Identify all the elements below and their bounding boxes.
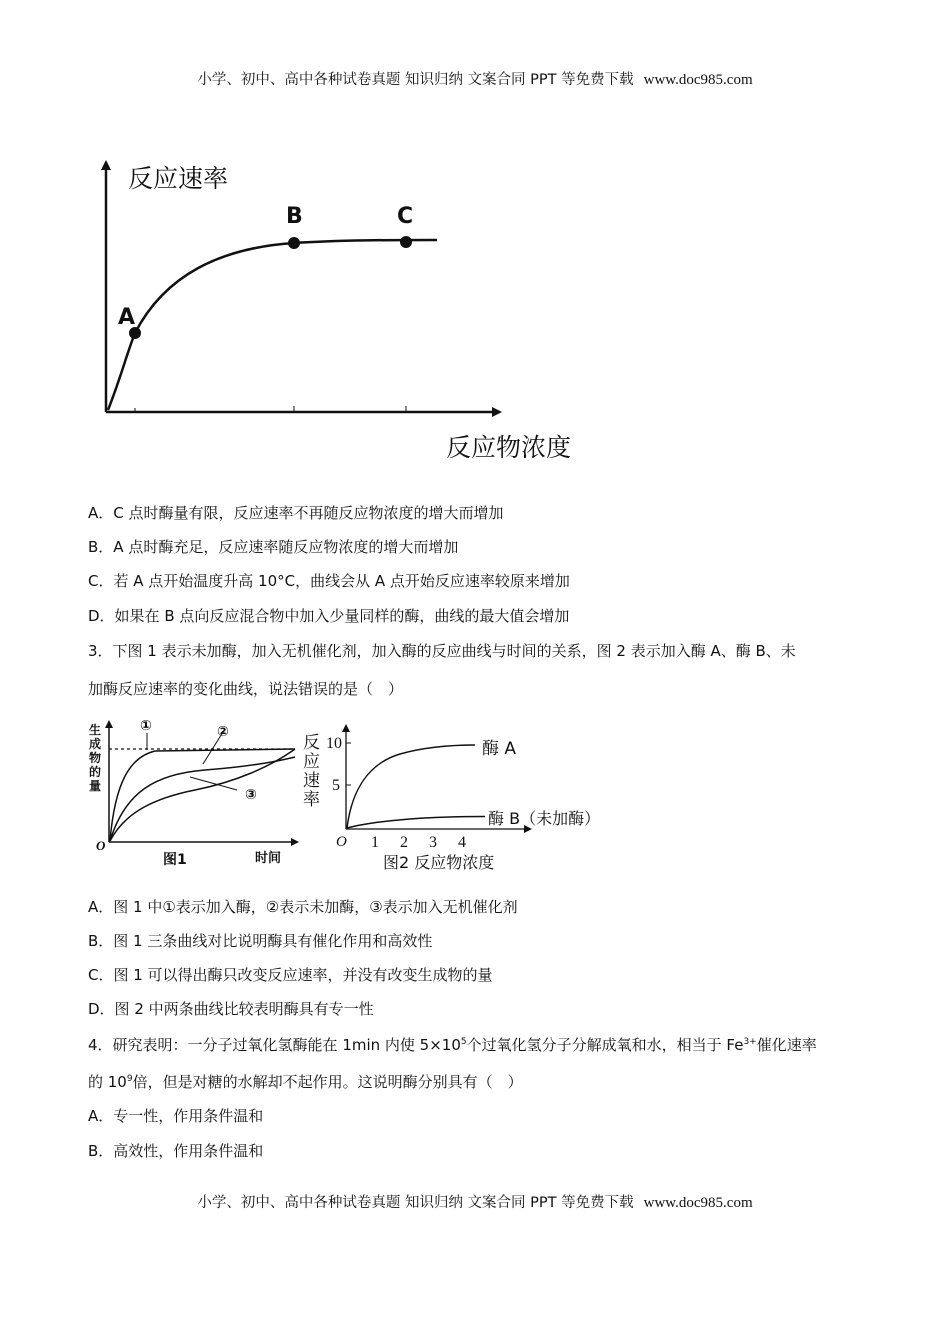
fig2-xtick-4: 4 [458, 834, 466, 851]
q3-stem-line2: 加酶反应速率的变化曲线，说法错误的是（ ） [88, 680, 404, 698]
q4-option-a: A．专一性，作用条件温和 [88, 1107, 264, 1125]
figure-1-product-time [85, 712, 305, 872]
q3-stem-line1: 3．下图 1 表示未加酶，加入无机催化剂，加入酶的反应曲线与时间的关系，图 2 表示加入酶 A、酶 B、未 [88, 642, 796, 660]
q4-option-b: B．高效性，作用条件温和 [88, 1142, 264, 1160]
curve-3-label: ③ [245, 787, 257, 803]
q3-option-b: B．图 1 三条曲线对比说明酶具有催化作用和高效性 [88, 932, 433, 950]
point-b-label: B [286, 204, 303, 229]
fig1-ylabel-3: 的 [89, 765, 102, 779]
fig1-ylabel-2: 物 [89, 751, 102, 765]
point-c [400, 236, 412, 248]
q2-option-b: B．A 点时酶充足，反应速率随反应物浓度的增大而增加 [88, 538, 459, 556]
q4-stem-line2 [88, 1072, 523, 1092]
fig1-caption: 图1 [163, 852, 187, 868]
enzyme-a-label: 酶 A [482, 739, 517, 759]
fig2-ylabel-3: 率 [303, 790, 320, 810]
curve-2 [110, 757, 295, 841]
figure-2-enzyme-rate [300, 718, 620, 878]
q4-line2-exp: 9 [126, 1074, 133, 1084]
fig2-ylabel-2: 速 [303, 771, 320, 791]
q2-option-d: D．如果在 B 点向反应混合物中加入少量同样的酶，曲线的最大值会增加 [88, 607, 570, 625]
point-c-label: C [397, 204, 414, 229]
q4-line2-part-a: 的 10 [88, 1073, 127, 1091]
fig2-origin: O [336, 834, 347, 850]
fig2-xtick-2: 2 [400, 834, 408, 851]
header-site: www.doc985.com [643, 72, 753, 88]
q4-line1-exp2: 3+ [743, 1037, 757, 1047]
figure-reaction-rate [90, 150, 630, 470]
q3-option-a: A．图 1 中①表示加入酶，②表示未加酶，③表示加入无机催化剂 [88, 898, 518, 916]
fig1-xlabel: 时间 [255, 851, 282, 866]
fig2-xtick-1: 1 [371, 834, 379, 851]
header-text: 小学、初中、高中各种试卷真题 知识归纳 文案合同 PPT 等免费下载 [197, 72, 634, 88]
fig2-ytick-10: 10 [326, 735, 342, 752]
q4-line1-part-b: 个过氧化氢分子分解成氧和水，相当于 Fe [466, 1036, 744, 1054]
fig2-xtick-3: 3 [429, 834, 437, 851]
fig1-ylabel-4: 量 [89, 779, 102, 793]
rate-curve [108, 240, 437, 410]
y-axis-label: 反应速率 [128, 164, 229, 193]
fig2-ylabel-0: 反 [303, 733, 320, 753]
curve-1-label: ① [140, 718, 152, 734]
footer-text: 小学、初中、高中各种试卷真题 知识归纳 文案合同 PPT 等免费下载 [197, 1195, 634, 1211]
q3-option-d: D．图 2 中两条曲线比较表明酶具有专一性 [88, 1000, 374, 1018]
enzyme-b-label: 酶 B（未加酶） [488, 809, 601, 828]
x-axis-label: 反应物浓度 [446, 433, 572, 462]
q4-line1-exp1: 5 [460, 1037, 467, 1047]
fig2-ytick-5: 5 [332, 777, 340, 794]
fig2-caption: 图2 反应物浓度 [383, 853, 495, 872]
q2-option-c: C．若 A 点开始温度升高 10°C，曲线会从 A 点开始反应速率较原来增加 [88, 572, 570, 590]
point-a-label: A [118, 305, 136, 330]
q4-stem-line1 [88, 1035, 817, 1055]
enzyme-b-curve [347, 817, 485, 829]
fig2-ylabel-1: 应 [303, 752, 320, 772]
fig1-ylabel-0: 生 [89, 723, 102, 737]
q2-option-a: A．C 点时酶量有限，反应速率不再随反应物浓度的增大而增加 [88, 504, 504, 522]
q4-line1-part-a: 4．研究表明：一分子过氧化氢酶能在 1min 内使 5×10 [88, 1036, 461, 1054]
enzyme-a-curve [347, 745, 475, 828]
point-b [288, 237, 300, 249]
curve-2-label: ② [217, 724, 229, 740]
page-header [0, 68, 950, 89]
page-footer [0, 1191, 950, 1212]
q4-line1-part-c: 催化速率 [756, 1036, 817, 1054]
q3-option-c: C．图 1 可以得出酶只改变反应速率，并没有改变生成物的量 [88, 966, 493, 984]
fig1-ylabel-1: 成 [89, 737, 102, 751]
fig1-origin: O [96, 838, 106, 853]
footer-site: www.doc985.com [643, 1195, 753, 1211]
q4-line2-part-b: 倍，但是对糖的水解却不起作用。这说明酶分别具有（ ） [132, 1073, 523, 1091]
